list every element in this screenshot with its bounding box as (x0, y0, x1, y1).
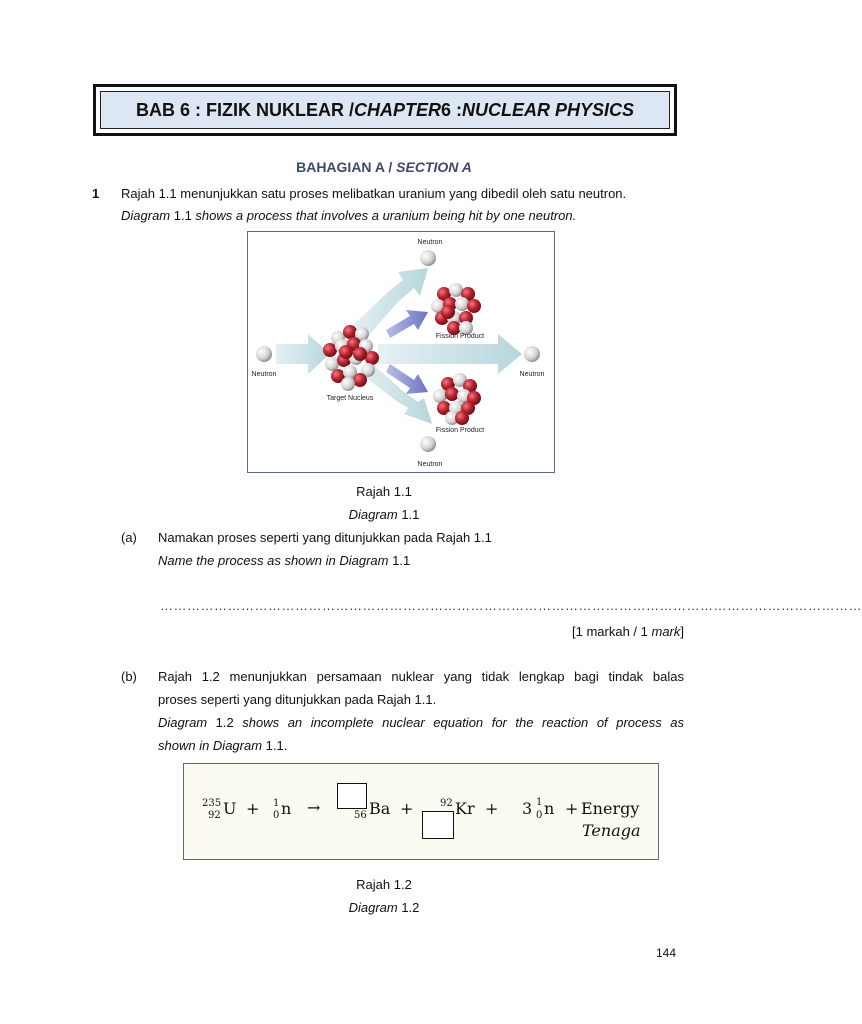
label-neutron-left: Neutron (251, 371, 277, 378)
intro-en-num: 1.1 (170, 208, 196, 223)
fission-product-bottom-cluster (433, 373, 481, 425)
intro-en-word: Diagram (121, 208, 171, 223)
n3-mass-number: 1 (536, 797, 543, 808)
part-b-english-line2 (158, 738, 287, 754)
kr-symbol: Kr (455, 799, 475, 818)
neutron-ball-top (420, 250, 436, 266)
fission-illustration (248, 232, 554, 472)
question-number: 1 (92, 186, 100, 201)
u-mass-number: 235 (202, 798, 222, 809)
energy-malay: Tenaga (582, 821, 641, 840)
marks-a-en: mark (651, 624, 681, 639)
caption1-en-num: 1.1 (397, 507, 420, 522)
n1-symbol: n (281, 799, 292, 818)
marks-a (572, 624, 684, 639)
part-a-en-num: 1.1 (388, 553, 411, 568)
part-a-en-italic: Name the process as shown in Diagram (158, 553, 389, 568)
plus-4: + (565, 799, 579, 818)
n1-atomic-number: 0 (273, 810, 280, 821)
n3-atomic-number: 0 (536, 810, 543, 821)
ba-atomic-number: 56 (354, 810, 367, 821)
equation-box (183, 763, 659, 860)
part-a-label: (a) (121, 530, 137, 545)
neutron-ball-bottom (420, 436, 436, 452)
marks-a-close: ] (680, 624, 684, 639)
caption-rajah-1-1: Rajah 1.1 (356, 484, 412, 499)
u-atomic-number: 92 (208, 810, 221, 821)
section-title-english: SECTION A (396, 159, 472, 175)
label-neutron-top: Neutron (417, 239, 443, 246)
chapter-title-en-word: CHAPTER (353, 99, 441, 120)
part-a-malay: Namakan proses seperti yang ditunjukkan pada Rajah 1.1 (158, 530, 492, 545)
part-b-en-word: Diagram (158, 715, 208, 730)
part-b-malay-line1: Rajah 1.2 menunjukkan persamaan nuklear yang tidak lengkap bagi tindak balas (158, 669, 684, 684)
label-target-nucleus: Target Nucleus (326, 395, 374, 402)
arrow-straight (378, 334, 522, 374)
part-b-english-line1 (158, 715, 684, 731)
n3-symbol: n (544, 799, 555, 818)
chapter-title-en: NUCLEAR PHYSICS (462, 99, 635, 120)
plus-2: + (400, 799, 414, 818)
kr-mass-number: 92 (440, 798, 453, 809)
caption2-en-num: 1.2 (397, 900, 420, 915)
chapter-title-malay: BAB 6 : FIZIK NUKLEAR / (135, 99, 354, 120)
n3-coefficient: 3 (522, 799, 533, 818)
label-fission-bottom: Fission Product (435, 427, 485, 434)
answer-line-a[interactable]: ………………………………………………………………………………………………………………………………………… (160, 598, 862, 613)
arrow-incoming (276, 334, 330, 374)
part-b-en2-italic: shown in Diagram (158, 738, 263, 753)
part-b-en-rest: shows an incomplete nuclear equation for the reaction of process as (242, 715, 684, 730)
neutron-ball-left (256, 346, 272, 362)
reaction-arrow: → (307, 798, 321, 817)
caption-rajah-1-2: Rajah 1.2 (356, 877, 412, 892)
section-title (0, 159, 768, 175)
intro-en-rest: shows a process that involves a uranium being hit by one neutron. (195, 208, 577, 223)
ba-symbol: Ba (369, 799, 391, 818)
chapter-header (93, 84, 677, 136)
part-b-en-num: 1.2 (207, 715, 243, 730)
u-symbol: U (223, 799, 237, 818)
n1-mass-number: 1 (273, 798, 280, 809)
chapter-title-number: 6 : (440, 99, 462, 120)
label-fission-top: Fission Product (435, 333, 485, 340)
part-b-malay-line2: proses seperti yang ditunjukkan pada Rajah 1.1. (158, 692, 437, 707)
page-number: 144 (655, 946, 676, 960)
question-intro-malay: Rajah 1.1 menunjukkan satu proses melibatkan uranium yang dibedil oleh satu neutron. (121, 186, 627, 201)
diagram-fission (247, 231, 555, 473)
blank-ba-mass-number[interactable] (337, 783, 367, 809)
chapter-title (100, 91, 670, 129)
part-b-label: (b) (121, 669, 137, 684)
arrow-blue-upper (386, 310, 428, 338)
caption-diagram-1-1 (0, 507, 768, 522)
label-neutron-bottom: Neutron (417, 461, 443, 468)
plus-3: + (485, 799, 499, 818)
neutron-ball-right (524, 346, 540, 362)
label-neutron-right: Neutron (519, 371, 545, 378)
caption-diagram-1-2 (0, 900, 768, 915)
energy-english: Energy (581, 799, 640, 818)
marks-a-malay: [1 markah / 1 (572, 624, 652, 639)
fission-product-top-cluster (431, 283, 481, 335)
part-a-english (158, 553, 410, 569)
part-b-en2-num: 1.1. (262, 738, 288, 753)
section-title-malay: BAHAGIAN A / (296, 159, 397, 175)
question-intro-english (121, 208, 576, 224)
caption2-en-word: Diagram (348, 900, 398, 915)
caption1-en-word: Diagram (348, 507, 398, 522)
blank-kr-atomic-number[interactable] (422, 811, 454, 839)
plus-1: + (246, 799, 260, 818)
